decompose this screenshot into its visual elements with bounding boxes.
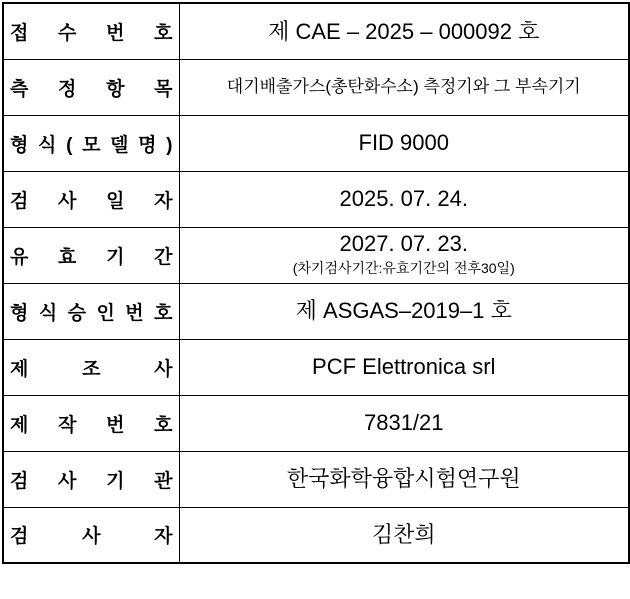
row-value: 제 CAE – 2025 – 000092 호 — [179, 3, 629, 59]
table-row — [3, 115, 629, 171]
table-row — [3, 3, 629, 59]
row-label: 검 사 일 자 — [3, 171, 179, 227]
row-label: 유 효 기 간 — [3, 227, 179, 283]
table-row — [3, 451, 629, 507]
row-value-note: (차기검사기간:유효기간의 전후30일) — [292, 259, 515, 276]
table-row — [3, 171, 629, 227]
row-value: PCF Elettronica srl — [179, 339, 629, 395]
row-value: 7831/21 — [179, 395, 629, 451]
table-row — [3, 227, 629, 283]
row-label: 접 수 번 호 — [3, 3, 179, 59]
certificate-table — [2, 2, 630, 564]
row-value: FID 9000 — [179, 115, 629, 171]
table-row — [3, 339, 629, 395]
row-label: 검 사 자 — [3, 507, 179, 563]
table-row — [3, 283, 629, 339]
row-label: 형 식 ( 모 델 명 ) — [3, 115, 179, 171]
row-label: 형 식 승 인 번 호 — [3, 283, 179, 339]
row-value: 대기배출가스(총탄화수소) 측정기와 그 부속기기 — [179, 59, 629, 115]
row-label: 검 사 기 관 — [3, 451, 179, 507]
row-label: 제 조 사 — [3, 339, 179, 395]
table-row — [3, 395, 629, 451]
row-value: 제 ASGAS–2019–1 호 — [179, 283, 629, 339]
row-label: 제 작 번 호 — [3, 395, 179, 451]
certificate-table-body — [3, 3, 629, 563]
row-value: 한국화학융합시험연구원 — [179, 451, 629, 507]
row-label: 측 정 항 목 — [3, 59, 179, 115]
row-value — [179, 227, 629, 283]
table-row — [3, 507, 629, 563]
row-value: 2025. 07. 24. — [179, 171, 629, 227]
row-value: 김찬희 — [179, 507, 629, 563]
row-value-main: 2027. 07. 23. — [339, 231, 468, 257]
table-row — [3, 59, 629, 115]
